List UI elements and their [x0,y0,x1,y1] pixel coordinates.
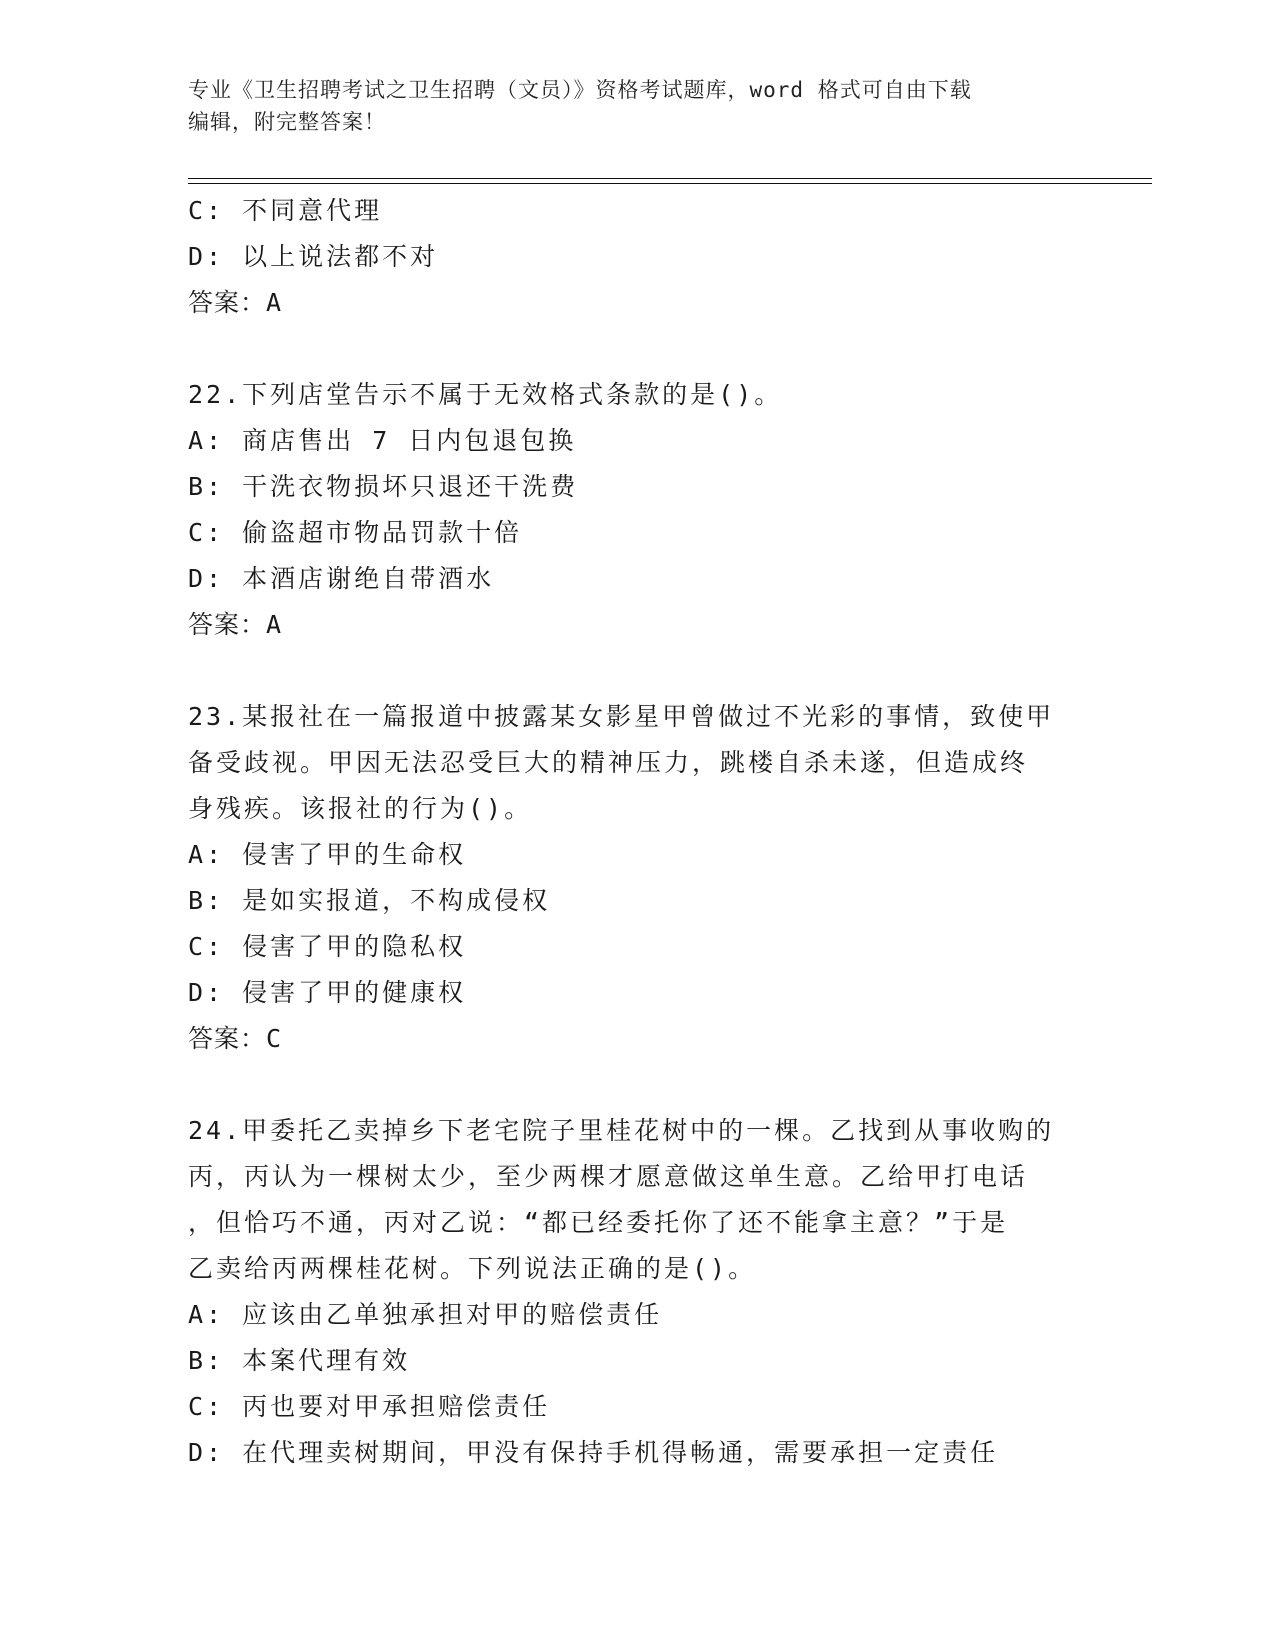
option-c: C: 偷盗超市物品罚款十倍 [188,518,523,547]
answer-label: 答案：C [188,1024,283,1053]
header-divider-top [188,178,1152,179]
option-d: D: 本酒店谢绝自带酒水 [188,564,495,593]
header-line-2: 编辑，附完整答案！ [188,110,386,134]
spacer [188,648,1108,694]
option-b: B: 干洗衣物损坏只退还干洗费 [188,472,579,501]
question-stem-line-3: 身残疾。该报社的行为()。 [188,794,533,823]
answer-label: 答案：A [188,610,283,639]
question-list [188,188,1108,1476]
question-stem-line-3: ，但恰巧不通，丙对乙说：“都已经委托你了还不能拿主意？”于是 [188,1208,1009,1237]
option-d: D: 在代理卖树期间，甲没有保持手机得畅通，需要承担一定责任 [188,1438,999,1467]
option-c: C: 侵害了甲的隐私权 [188,932,467,961]
option-a: A: 商店售出 7 日内包退包换 [188,426,577,455]
header-divider-bottom [188,183,1152,184]
header-line-1: 专业《卫生招聘考试之卫生招聘（文员）》资格考试题库，word 格式可自由下载 [188,78,972,102]
question-stem-line-2: 备受歧视。甲因无法忍受巨大的精神压力，跳楼自杀未遂，但造成终 [188,748,1029,777]
option-d: D: 侵害了甲的健康权 [188,978,467,1007]
option-a: A: 侵害了甲的生命权 [188,840,467,869]
answer-label: 答案：A [188,288,283,317]
option-c: C: 不同意代理 [188,196,383,225]
question-stem-line-1: 24.甲委托乙卖掉乡下老宅院子里桂花树中的一棵。乙找到从事收购的 [188,1116,1055,1145]
spacer [188,326,1108,372]
question-stem-line-4: 乙卖给丙两棵桂花树。下列说法正确的是()。 [188,1254,757,1283]
question-21-tail [188,188,1108,326]
question-stem-line-2: 丙，丙认为一棵树太少，至少两棵才愿意做这单生意。乙给甲打电话 [188,1162,1029,1191]
option-d: D: 以上说法都不对 [188,242,439,271]
question-22 [188,372,1108,648]
document-header [188,74,1068,138]
spacer [188,1062,1108,1108]
option-b: B: 本案代理有效 [188,1346,411,1375]
option-c: C: 丙也要对甲承担赔偿责任 [188,1392,551,1421]
option-b: B: 是如实报道，不构成侵权 [188,886,551,915]
question-stem: 22.下列店堂告示不属于无效格式条款的是()。 [188,380,783,409]
question-24 [188,1108,1108,1476]
question-23 [188,694,1108,1062]
option-a: A: 应该由乙单独承担对甲的赔偿责任 [188,1300,663,1329]
question-stem-line-1: 23.某报社在一篇报道中披露某女影星甲曾做过不光彩的事情，致使甲 [188,702,1055,731]
